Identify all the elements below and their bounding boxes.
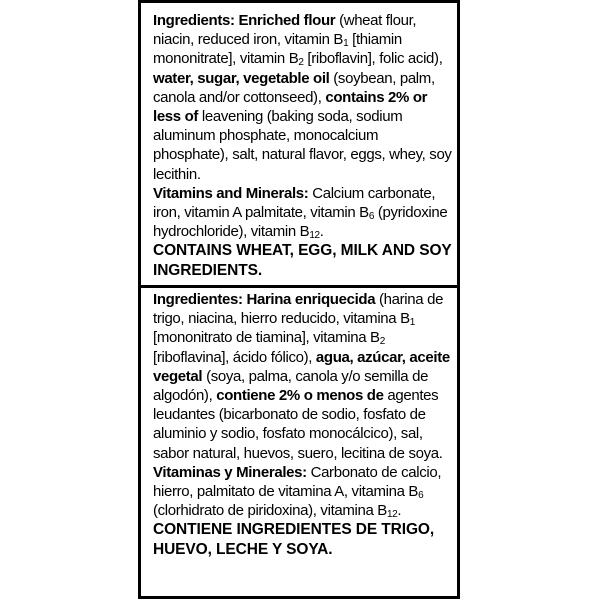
english-vitamins-text-2: (pyridoxine hydrochloride), vitamin B	[153, 204, 448, 241]
spanish-vitamins-text-3: .	[397, 502, 402, 520]
english-b2-subscript: 2	[298, 57, 304, 69]
spanish-vitamins-text-2: (clorhidrato de piridoxina), vitamina B	[153, 502, 387, 520]
spanish-flour-detail-1: (harina de trigo, niacina, hierro reducido, vitamina B	[153, 291, 444, 328]
spanish-ingredients-heading: Ingredientes:	[153, 291, 243, 308]
english-ingredients-rest: leavening (baking soda, sodium aluminum phosphate, monocalcium phosphate), salt, natural flavor, eggs, whey, soy lecithin.	[153, 108, 452, 183]
english-ingredients-paragraph	[153, 11, 453, 184]
spanish-ingredients-paragraph	[153, 290, 453, 463]
spanish-vitamins-text-1: Carbonato de calcio, hierro, palmitato de vitamina A, vitamina B	[153, 463, 442, 501]
english-vitamins-text-3: .	[319, 223, 324, 241]
english-contains-less-of: contains 2% or less of	[153, 88, 428, 126]
spanish-flour-detail-3: [riboflavina], ácido fólico),	[153, 348, 316, 366]
english-flour-detail-2: [thiamin mononitrate], vitamin B	[153, 31, 402, 68]
english-b6-subscript: 6	[368, 211, 375, 223]
spanish-b1-subscript: 1	[409, 317, 415, 329]
english-b1-subscript: 1	[343, 38, 349, 50]
english-vitamins-text-1: Calcium carbonate, iron, vitamin A palmitate, vitamin B	[153, 184, 436, 222]
spanish-ingredients-rest: agentes leudantes (bicarbonato de sodio, fosfato de aluminio y sodio, fosfato monocálcico), sal, sabor natural, huevos, suero, lecitina de soya.	[153, 387, 443, 462]
english-water-sugar-oil: water, sugar, vegetable oil	[153, 69, 330, 87]
spanish-flour-detail-2: [mononitrato de tiamina], vitamina B	[153, 329, 380, 347]
english-flour-detail-3: [riboflavin], folic acid),	[303, 50, 443, 68]
english-allergen-statement: CONTAINS WHEAT, EGG, MILK AND SOY INGREDIENTS.	[153, 242, 452, 279]
spanish-water-sugar-oil: agua, azúcar, aceite vegetal	[153, 348, 450, 385]
english-ingredients-heading: Ingredients:	[153, 12, 235, 29]
spanish-b6-subscript: 6	[418, 490, 424, 502]
spanish-allergen-statement: CONTIENE INGREDIENTES DE TRIGO, HUEVO, LECHE Y SOYA.	[153, 521, 435, 558]
english-b12-subscript: 12	[309, 230, 320, 242]
spanish-b12-subscript: 12	[386, 509, 398, 521]
english-vitamins-paragraph	[153, 184, 453, 242]
spanish-section	[153, 290, 453, 559]
english-oil-detail: (soybean, palm, canola and/or cottonseed),	[153, 69, 435, 106]
spanish-flour-name: Harina enriquecida	[246, 291, 376, 308]
english-section	[153, 11, 453, 280]
spanish-b2-subscript: 2	[379, 336, 385, 348]
spanish-vitamins-heading: Vitaminas y Minerales:	[153, 463, 307, 481]
section-divider	[141, 285, 457, 288]
ingredients-label-panel	[138, 0, 460, 599]
english-vitamins-heading: Vitamins and Minerals:	[153, 184, 309, 202]
spanish-contains-less-of: contiene 2% o menos de	[216, 387, 384, 405]
spanish-vitamins-paragraph	[153, 463, 453, 521]
spanish-oil-detail: (soya, palma, canola y/o semilla de algodón),	[153, 367, 429, 405]
english-flour-name: Enriched flour	[238, 12, 336, 29]
english-flour-detail-1: (wheat flour, niacin, reduced iron, vitamin B	[153, 12, 417, 49]
